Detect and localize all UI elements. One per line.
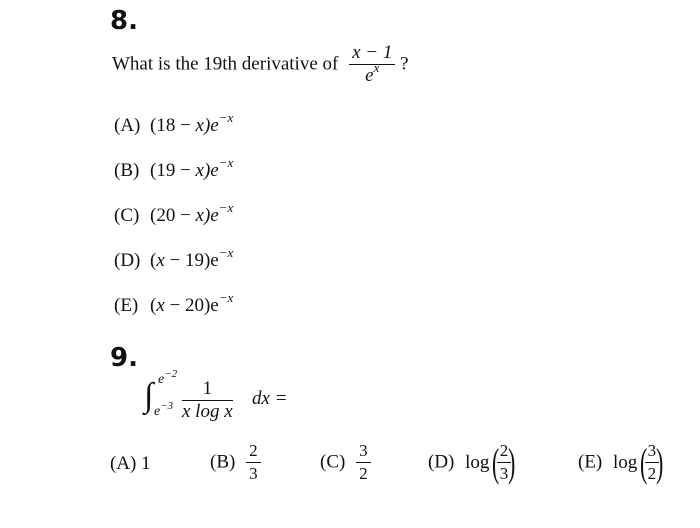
q8-choice-a: (A) $(18 - x)e^{-x}$ xyxy=(114,110,234,136)
q8-choice-e: (E) $(x - 20)e^{-x}$ xyxy=(114,290,234,316)
integrand-fraction xyxy=(182,378,233,423)
question-8-number: 8. xyxy=(110,6,138,36)
fraction-numerator: x − 1 xyxy=(349,42,395,65)
question-8-prompt xyxy=(112,42,409,88)
q9-choice-a: (A) 1 xyxy=(110,453,151,474)
integrand-denominator: x log x xyxy=(182,401,233,422)
q9-choice-c: (C) $\frac{3}{2}$ xyxy=(320,440,371,485)
q8-choice-b: (B) $(19 - x)e^{-x}$ xyxy=(114,155,234,181)
q8-choice-d: (D) $(x - 19)e^{-x}$ xyxy=(114,245,234,271)
question-8-text: What is the 19th derivative of xyxy=(112,53,339,75)
question-9-integral xyxy=(140,368,310,430)
integral-upper-limit: $e^{-2}$ xyxy=(158,368,178,387)
q9-choice-b: (B) $\frac{2}{3}$ xyxy=(210,440,261,485)
integrand-numerator: 1 xyxy=(182,378,233,401)
question-9-number: 9. xyxy=(110,343,138,373)
question-8-fraction xyxy=(349,42,395,88)
q9-choice-e: (E) log( $\frac{3}{2}$ ) xyxy=(578,439,664,485)
q9-choice-d: (D) log( $\frac{2}{3}$ ) xyxy=(428,439,516,485)
fraction-denominator: $e^x$ xyxy=(365,60,380,86)
integral-dx: dx = xyxy=(252,388,288,409)
integral-lower-limit: $e^{-3}$ xyxy=(154,400,174,419)
integral-sign: ∫ xyxy=(144,377,154,414)
question-8-end: ? xyxy=(400,53,409,75)
q8-choice-c: (C) $(20 - x)e^{-x}$ xyxy=(114,200,234,226)
